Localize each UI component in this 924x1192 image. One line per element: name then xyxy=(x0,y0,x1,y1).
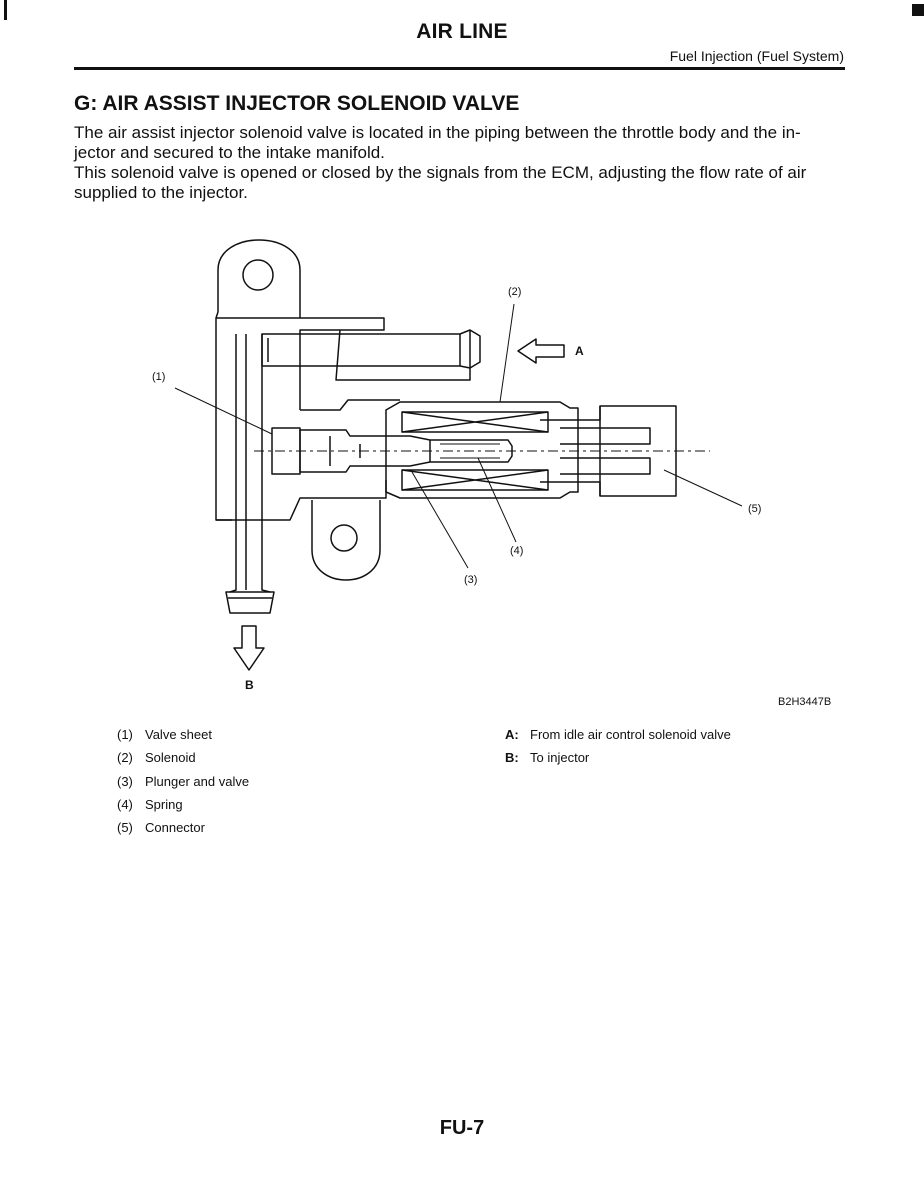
legend-text: To injector xyxy=(530,750,590,766)
upper-bolt-hole xyxy=(243,260,273,290)
legend-item xyxy=(117,727,249,750)
legend-item xyxy=(117,797,249,820)
legend-key: A: xyxy=(505,727,519,742)
legend-key: B: xyxy=(505,750,519,766)
page-subtitle: Fuel Injection (Fuel System) xyxy=(669,48,844,64)
arrow-b-label: B xyxy=(245,678,254,692)
legend-text: Valve sheet xyxy=(145,727,212,742)
solenoid-housing xyxy=(386,402,578,498)
page-edge-bar xyxy=(4,0,7,20)
leader-1 xyxy=(175,388,272,434)
solenoid-valve-diagram xyxy=(0,230,924,708)
legend-text: Solenoid xyxy=(145,750,196,766)
legend-item xyxy=(117,774,249,797)
legend-text: Spring xyxy=(145,796,183,812)
legend-num: (5) xyxy=(117,820,133,836)
legend-item xyxy=(117,820,249,843)
legend-item xyxy=(505,727,731,750)
lower-bolt-hole xyxy=(331,525,357,551)
legend-num: (1) xyxy=(117,727,133,742)
callout-1: (1) xyxy=(152,371,166,383)
leader-3 xyxy=(412,472,468,568)
lower-mount-ear xyxy=(312,500,380,580)
legend-text: Plunger and valve xyxy=(145,773,250,789)
arrow-b-icon xyxy=(234,626,264,670)
callout-2: (2) xyxy=(508,286,522,298)
inlet-pipe xyxy=(262,330,480,368)
page-number: FU-7 xyxy=(439,1117,485,1139)
upper-mount-ear xyxy=(218,240,300,318)
callout-4: (4) xyxy=(510,545,524,557)
valve-body-outline xyxy=(216,312,232,520)
body-line: supplied to the injector. xyxy=(74,183,248,202)
callout-5: (5) xyxy=(748,503,762,515)
body-line: jector and secured to the intake manifold. xyxy=(74,143,385,162)
section-heading: G: AIR ASSIST INJECTOR SOLENOID VALVE xyxy=(74,92,520,115)
flow-legend xyxy=(505,727,731,774)
legend-item xyxy=(505,750,731,773)
legend-text: Connector xyxy=(145,820,205,836)
arrow-a-label: A xyxy=(575,344,584,358)
header-rule xyxy=(74,67,845,70)
body-line: This solenoid valve is opened or closed by the signals from the ECM, adjusting the flow rate of air xyxy=(74,163,807,182)
outlet-pipe xyxy=(230,334,236,592)
page-title: AIR LINE xyxy=(416,20,508,43)
legend-item xyxy=(117,750,249,773)
arrow-a-icon xyxy=(518,339,564,363)
figure-code: B2H3447B xyxy=(778,696,832,708)
leader-2 xyxy=(500,304,514,402)
parts-legend xyxy=(117,727,249,843)
legend-num: (3) xyxy=(117,773,133,789)
page-edge-mark xyxy=(912,4,924,16)
callout-3: (3) xyxy=(464,574,478,586)
legend-num: (2) xyxy=(117,750,133,766)
diagram-drawing xyxy=(0,230,924,700)
legend-text: From idle air control solenoid valve xyxy=(530,727,731,742)
legend-num: (4) xyxy=(117,796,133,812)
body-line: The air assist injector solenoid valve is located in the piping between the throttle body and the in- xyxy=(74,123,801,142)
section-body xyxy=(74,123,849,203)
